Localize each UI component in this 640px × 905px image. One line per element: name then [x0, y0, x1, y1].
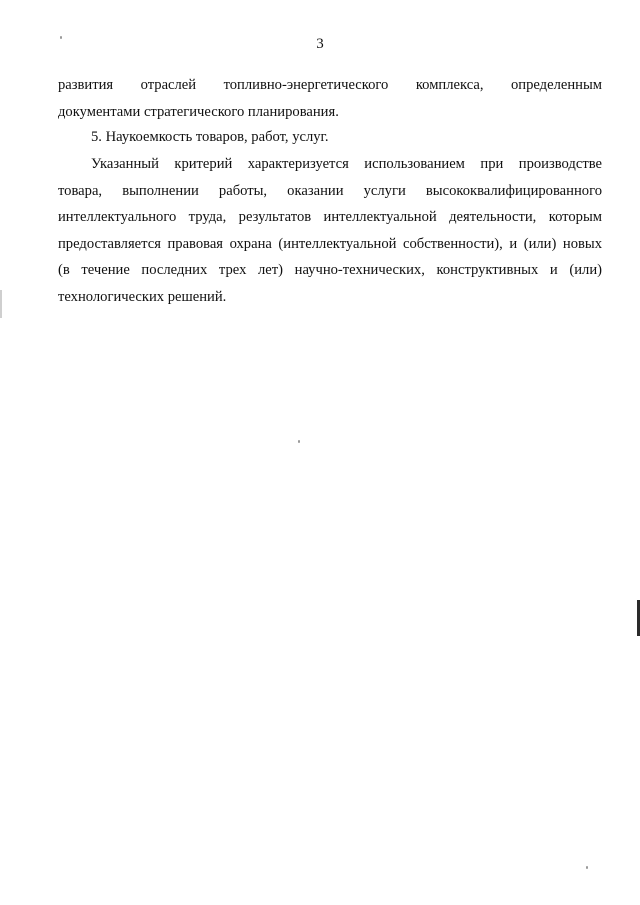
text-line: развития отраслей топливно-энергетического комплекса, определенным — [58, 77, 602, 93]
text-line: Указанный критерий характеризуется использованием при производстве — [91, 156, 602, 172]
paragraph-criterion-description — [58, 151, 602, 310]
text-line: 5. Наукоемкость товаров, работ, услуг. — [91, 129, 329, 145]
page-number: 3 — [316, 36, 324, 52]
scan-speck — [298, 440, 300, 443]
text-line: интеллектуального труда, результатов интеллектуальной деятельности, которым — [58, 209, 602, 225]
scan-speck — [586, 866, 588, 869]
paragraph-heading-item-5 — [58, 124, 602, 151]
text-line: предоставляется правовая охрана (интеллектуальной собственности), и (или) новых — [58, 235, 602, 252]
text-line: документами стратегического планирования. — [58, 103, 339, 120]
text-line: товара, выполнении работы, оказании услуги высококвалифицированного — [58, 182, 602, 199]
scan-speck — [60, 36, 62, 39]
text-line: технологических решений. — [58, 288, 227, 305]
text-line: (в течение последних трех лет) научно-технических, конструктивных и (или) — [58, 262, 602, 278]
paragraph-continuation — [58, 72, 602, 125]
scan-edge-mark — [0, 290, 2, 318]
